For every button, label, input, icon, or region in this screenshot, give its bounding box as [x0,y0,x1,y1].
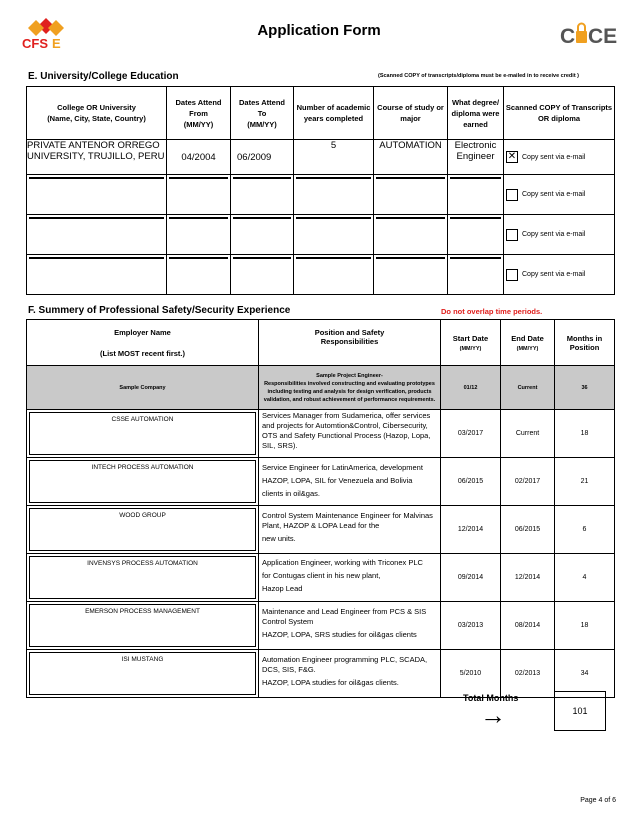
to-field[interactable] [233,257,291,259]
education-row [27,255,615,295]
copy-sent-label: Copy sent via e-mail [522,191,586,198]
employer-field[interactable]: WOOD GROUP [29,508,256,551]
to-field[interactable] [233,217,291,219]
from-field[interactable] [169,217,228,219]
employer-field[interactable]: INVENSYS PROCESS AUTOMATION [29,556,256,599]
course-field[interactable]: AUTOMATION [374,140,448,175]
start-field[interactable]: 12/2014 [441,506,501,554]
overlap-warning: Do not overlap time periods. [441,307,543,316]
school-field[interactable] [29,177,164,179]
education-row [27,140,615,175]
copy-sent-label: Copy sent via e-mail [522,231,586,238]
employer-field[interactable]: EMERSON PROCESS MANAGEMENT [29,604,256,647]
start-field[interactable]: 03/2013 [441,602,501,650]
experience-section-title: F. Summery of Professional Safety/Security Experience [28,305,291,316]
to-field[interactable]: 06/2009 [231,140,294,175]
education-row [27,175,615,215]
sample-end: Current [501,366,555,410]
experience-row [27,506,615,554]
start-field[interactable]: 06/2015 [441,458,501,506]
col-header-course: Course of study or major [374,87,448,140]
sample-position: Sample Project Engineer- Responsibilities involved constructing and evaluating prototypes including testing and analysis for design verification, products validation, and robust achievement of performance requirements. [259,366,441,410]
degree-field[interactable]: Electronic Engineer [448,140,504,175]
school-field[interactable] [29,217,164,219]
course-field[interactable] [376,217,445,219]
employer-field[interactable]: CSSE AUTOMATION [29,412,256,455]
to-field[interactable] [233,177,291,179]
col-header-employer: Employer Name (List MOST recent first.) [27,320,259,366]
page-number: Page 4 of 6 [580,797,616,804]
from-field[interactable] [169,257,228,259]
months-field[interactable]: 18 [555,410,615,458]
copy-sent-checkbox[interactable] [506,189,518,201]
from-field[interactable] [169,177,228,179]
months-field[interactable]: 34 [555,650,615,698]
experience-row [27,410,615,458]
col-header-copy: Scanned COPY of Transcripts OR diploma [504,87,615,140]
end-field[interactable]: Current [501,410,555,458]
copy-sent-checkbox[interactable]: ✕ [507,151,517,162]
position-field[interactable]: Automation Engineer programming PLC, SCADA, DCS, SIS, F&G. HAZOP, LOPA studies for oil&gas clients. [262,655,428,687]
school-field[interactable] [29,257,164,259]
degree-field[interactable] [450,177,501,179]
years-field[interactable] [296,217,371,219]
total-months-field[interactable]: 101 [554,691,606,731]
col-header-months: Months in Position [555,320,615,366]
sample-start: 01/12 [441,366,501,410]
col-header-degree: What degree/ diploma were earned [448,87,504,140]
col-header-end: End Date (MM/YY) [501,320,555,366]
experience-row [27,602,615,650]
position-field[interactable]: Control System Maintenance Engineer for Malvinas Plant, HAZOP & LOPA Lead for the new units. [262,511,433,543]
position-field[interactable]: Service Engineer for LatinAmerica, development HAZOP, LOPA, SIL for Venezuela and Bolivia clients in oil&gas. [262,463,423,498]
end-field[interactable]: 08/2014 [501,602,555,650]
employer-field[interactable]: ISI MUSTANG [29,652,256,695]
position-field[interactable]: Services Manager from Sudamerica, offer services and projects for Automtion&Control, Cibersecurity, OTS and Safety Functional Process (Hazop, Lopa, SIL, SRS). [262,411,431,450]
total-months-label: Total Months [463,693,519,703]
start-field[interactable]: 5/2010 [441,650,501,698]
col-header-college: College OR University (Name, City, State, Country) [27,87,167,140]
end-field[interactable]: 02/2013 [501,650,555,698]
education-table [26,86,615,295]
copy-sent-checkbox[interactable] [506,269,518,281]
svg-text:CE: CE [588,25,618,48]
months-field[interactable]: 6 [555,506,615,554]
employer-field[interactable]: INTECH PROCESS AUTOMATION [29,460,256,503]
degree-field[interactable] [450,257,501,259]
course-field[interactable] [376,257,445,259]
col-header-years: Number of academic years completed [294,87,374,140]
start-field[interactable]: 09/2014 [441,554,501,602]
months-field[interactable]: 21 [555,458,615,506]
years-field[interactable]: 5 [294,140,374,175]
end-field[interactable]: 12/2014 [501,554,555,602]
col-header-start: Start Date (MM/YY) [441,320,501,366]
months-field[interactable]: 18 [555,602,615,650]
experience-table [26,319,615,698]
svg-text:C: C [560,25,576,48]
copy-sent-label: Copy sent via e-mail [522,153,586,161]
education-section-title: E. University/College Education [28,71,179,82]
copy-sent-checkbox[interactable] [506,229,518,241]
start-field[interactable]: 03/2017 [441,410,501,458]
position-field[interactable]: Maintenance and Lead Engineer from PCS & SIS Control System HAZOP, LOPA, SRS studies for oil&gas clients [262,607,427,639]
education-note: (Scanned COPY of transcripts/diploma must be e-mailed in to receive credit ) [378,73,580,79]
degree-field[interactable] [450,217,501,219]
col-header-from: Dates Attend From (MM/YY) [167,87,231,140]
sample-months: 36 [555,366,615,410]
cace-logo [560,22,620,48]
svg-text:E: E [52,36,61,51]
months-field[interactable]: 4 [555,554,615,602]
sample-employer: Sample Company [27,366,259,410]
end-field[interactable]: 02/2017 [501,458,555,506]
position-field[interactable]: Application Engineer, working with Triconex PLC for Contugas client in his new plant, Hazop Lead [262,558,423,593]
experience-row [27,458,615,506]
copy-sent-label: Copy sent via e-mail [522,271,586,278]
right-arrow-icon: → [480,700,506,730]
page-title: Application Form [257,22,381,39]
years-field[interactable] [296,257,371,259]
experience-row [27,554,615,602]
end-field[interactable]: 06/2015 [501,506,555,554]
col-header-position: Position and Safety Responsibilities [259,320,441,366]
education-row [27,215,615,255]
school-field[interactable]: PRIVATE ANTENOR ORREGO UNIVERSITY, TRUJILLO, PERU [27,140,167,175]
svg-text:CFS: CFS [22,36,48,51]
col-header-to: Dates Attend To (MM/YY) [231,87,294,140]
course-field[interactable] [376,177,445,179]
experience-row [27,650,615,698]
from-field[interactable]: 04/2004 [167,140,231,175]
sample-row [27,366,615,410]
years-field[interactable] [296,177,371,179]
